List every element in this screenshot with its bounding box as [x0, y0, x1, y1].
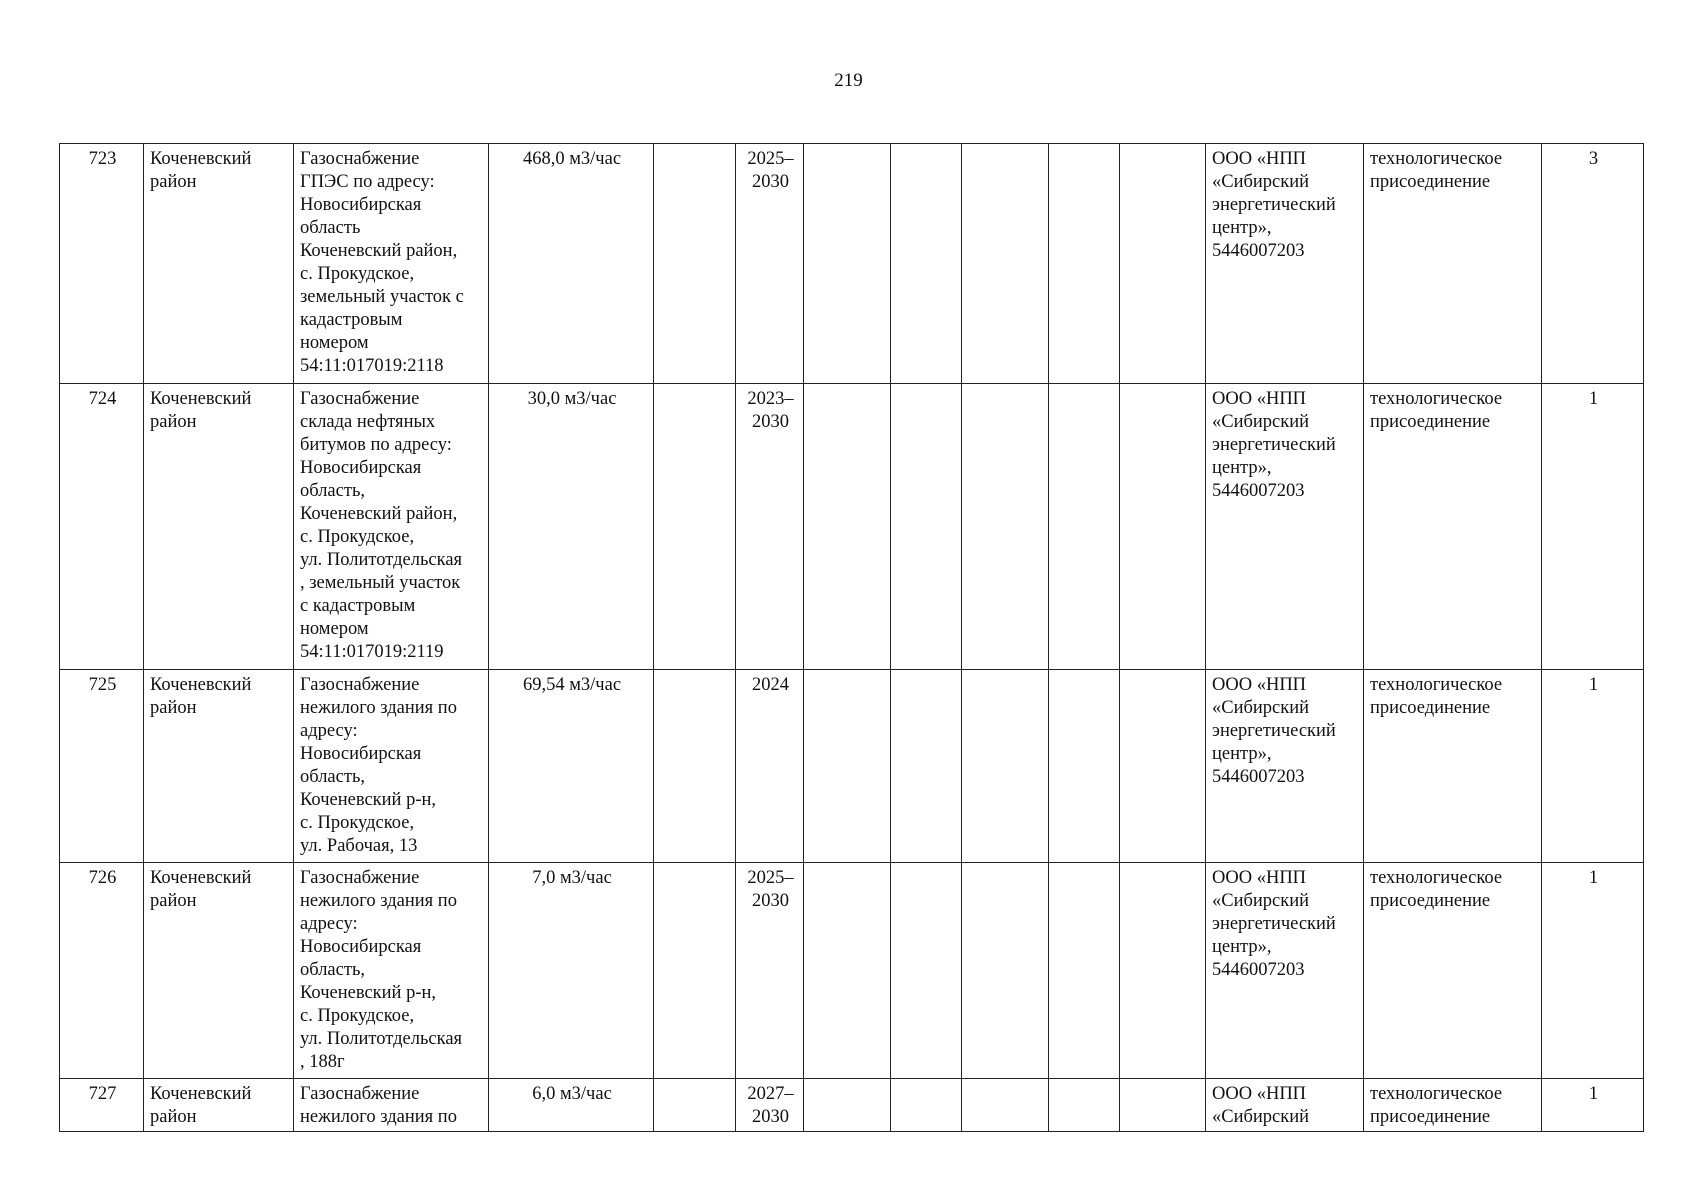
description-cell-line: битумов по адресу: [300, 435, 452, 455]
table-row [60, 670, 1644, 863]
description-cell-line: нежилого здания по [300, 698, 457, 718]
organization-cell-line: «Сибирский [1212, 172, 1310, 192]
description-cell-line: склада нефтяных [300, 412, 436, 432]
organization-cell-line: 5446007203 [1212, 481, 1305, 501]
description-cell-line: область, [300, 767, 366, 787]
description-cell [294, 144, 489, 384]
years-cell [736, 384, 804, 670]
description-cell-line: кадастровым [300, 310, 403, 330]
empty-cell [1049, 670, 1120, 863]
empty-cell [962, 384, 1049, 670]
organization-cell-line: «Сибирский [1212, 412, 1310, 432]
capacity-cell: 6,0 м3/час [489, 1079, 654, 1132]
description-cell-line: 54:11:017019:2119 [300, 642, 444, 662]
organization-cell-line: центр», [1212, 744, 1272, 764]
empty-cell [962, 863, 1049, 1079]
basis-cell-line: технологическое [1370, 389, 1503, 409]
organization-cell-line: ООО «НПП [1212, 675, 1307, 695]
years-cell-line: 2025– [747, 868, 794, 888]
basis-cell-line: присоединение [1370, 891, 1491, 911]
years-cell-line: 2027– [747, 1084, 794, 1104]
empty-cell [962, 1079, 1049, 1132]
district-cell [144, 144, 294, 384]
description-cell-line: с. Прокудское, [300, 264, 415, 284]
years-cell [736, 144, 804, 384]
district-cell-line: район [150, 172, 197, 192]
table-row [60, 863, 1644, 1079]
basis-cell-line: присоединение [1370, 412, 1491, 432]
description-cell-line: ул. Рабочая, 13 [300, 836, 418, 856]
description-cell-line: адресу: [300, 914, 358, 934]
description-cell-line: нежилого здания по [300, 1107, 457, 1127]
organization-cell-line: 5446007203 [1212, 960, 1305, 980]
description-cell-line: ул. Политотдельская [300, 1029, 463, 1049]
organization-cell-line: энергетический [1212, 721, 1336, 741]
district-cell-line: район [150, 891, 197, 911]
years-cell-line: 2030 [752, 172, 789, 192]
years-cell-line: 2030 [752, 412, 789, 432]
row-number: 725 [60, 670, 144, 863]
count-cell: 1 [1542, 863, 1644, 1079]
description-cell-line: Газоснабжение [300, 675, 420, 695]
empty-cell [962, 144, 1049, 384]
description-cell-line: Новосибирская [300, 195, 422, 215]
organization-cell [1206, 144, 1364, 384]
description-cell-line: с. Прокудское, [300, 813, 415, 833]
years-cell [736, 863, 804, 1079]
organization-cell-line: энергетический [1212, 195, 1336, 215]
organization-cell-line: центр», [1212, 218, 1272, 238]
table-row [60, 1079, 1644, 1132]
description-cell-line: Коченевский р-н, [300, 790, 437, 810]
basis-cell [1364, 1079, 1542, 1132]
description-cell-line: адресу: [300, 721, 358, 741]
district-cell-line: район [150, 1107, 197, 1127]
district-cell [144, 1079, 294, 1132]
basis-cell-line: технологическое [1370, 675, 1503, 695]
count-cell: 3 [1542, 144, 1644, 384]
basis-cell [1364, 863, 1542, 1079]
description-cell-line: номером [300, 333, 369, 353]
capacity-cell: 69,54 м3/час [489, 670, 654, 863]
empty-cell [1120, 1079, 1206, 1132]
row-number: 723 [60, 144, 144, 384]
description-cell-line: область, [300, 960, 366, 980]
row-number: 727 [60, 1079, 144, 1132]
organization-cell-line: ООО «НПП [1212, 389, 1307, 409]
district-cell-line: район [150, 698, 197, 718]
description-cell-line: , 188г [300, 1052, 345, 1072]
empty-cell [962, 670, 1049, 863]
row-number: 726 [60, 863, 144, 1079]
years-cell-line: 2025– [747, 149, 794, 169]
district-cell [144, 670, 294, 863]
district-cell [144, 863, 294, 1079]
table-row [60, 144, 1644, 384]
table-row [60, 384, 1644, 670]
organization-cell-line: центр», [1212, 458, 1272, 478]
district-cell [144, 384, 294, 670]
district-cell-line: Коченевский [150, 675, 252, 695]
organization-cell [1206, 1079, 1364, 1132]
empty-cell [891, 144, 962, 384]
organization-cell-line: энергетический [1212, 914, 1336, 934]
years-cell-line: 2030 [752, 1107, 789, 1127]
empty-cell [654, 863, 736, 1079]
description-cell-line: область [300, 218, 361, 238]
empty-cell [1120, 384, 1206, 670]
organization-cell-line: ООО «НПП [1212, 1084, 1307, 1104]
empty-cell [1049, 863, 1120, 1079]
basis-cell-line: присоединение [1370, 1107, 1491, 1127]
description-cell-line: земельный участок с [300, 287, 464, 307]
years-cell [736, 1079, 804, 1132]
district-cell-line: Коченевский [150, 389, 252, 409]
capacity-cell: 30,0 м3/час [489, 384, 654, 670]
empty-cell [891, 863, 962, 1079]
description-cell-line: Газоснабжение [300, 868, 420, 888]
empty-cell [1049, 1079, 1120, 1132]
organization-cell-line: «Сибирский [1212, 891, 1310, 911]
empty-cell [1049, 144, 1120, 384]
page-number: 219 [834, 70, 863, 91]
count-cell: 1 [1542, 384, 1644, 670]
district-cell-line: Коченевский [150, 1084, 252, 1104]
count-cell: 1 [1542, 1079, 1644, 1132]
basis-cell-line: присоединение [1370, 698, 1491, 718]
organization-cell-line: центр», [1212, 937, 1272, 957]
empty-cell [891, 384, 962, 670]
empty-cell [804, 1079, 891, 1132]
basis-cell-line: присоединение [1370, 172, 1491, 192]
description-cell-line: , земельный участок [300, 573, 461, 593]
count-cell: 1 [1542, 670, 1644, 863]
description-cell-line: Коченевский р-н, [300, 983, 437, 1003]
description-cell-line: с. Прокудское, [300, 1006, 415, 1026]
organization-cell [1206, 670, 1364, 863]
description-cell-line: Новосибирская [300, 744, 422, 764]
description-cell-line: Коченевский район, [300, 504, 458, 524]
empty-cell [804, 670, 891, 863]
empty-cell [654, 144, 736, 384]
registry-table [59, 143, 1644, 1132]
registry-body [60, 144, 1644, 1132]
basis-cell-line: технологическое [1370, 868, 1503, 888]
description-cell-line: номером [300, 619, 369, 639]
description-cell-line: ГПЭС по адресу: [300, 172, 435, 192]
empty-cell [804, 384, 891, 670]
empty-cell [891, 670, 962, 863]
organization-cell-line: ООО «НПП [1212, 868, 1307, 888]
years-cell-line: 2024 [752, 675, 789, 695]
organization-cell-line: 5446007203 [1212, 767, 1305, 787]
basis-cell [1364, 384, 1542, 670]
years-cell-line: 2023– [747, 389, 794, 409]
basis-cell-line: технологическое [1370, 149, 1503, 169]
description-cell-line: Газоснабжение [300, 1084, 420, 1104]
district-cell-line: Коченевский [150, 149, 252, 169]
organization-cell-line: «Сибирский [1212, 1107, 1310, 1127]
district-cell-line: район [150, 412, 197, 432]
empty-cell [1120, 863, 1206, 1079]
empty-cell [654, 670, 736, 863]
organization-cell-line: «Сибирский [1212, 698, 1310, 718]
description-cell-line: с кадастровым [300, 596, 416, 616]
years-cell-line: 2030 [752, 891, 789, 911]
empty-cell [804, 144, 891, 384]
basis-cell-line: технологическое [1370, 1084, 1503, 1104]
description-cell-line: нежилого здания по [300, 891, 457, 911]
basis-cell [1364, 670, 1542, 863]
row-number: 724 [60, 384, 144, 670]
empty-cell [804, 863, 891, 1079]
empty-cell [891, 1079, 962, 1132]
description-cell-line: Газоснабжение [300, 149, 420, 169]
empty-cell [1120, 144, 1206, 384]
organization-cell [1206, 384, 1364, 670]
description-cell [294, 384, 489, 670]
empty-cell [654, 384, 736, 670]
description-cell [294, 863, 489, 1079]
empty-cell [654, 1079, 736, 1132]
capacity-cell: 7,0 м3/час [489, 863, 654, 1079]
description-cell-line: Коченевский район, [300, 241, 458, 261]
empty-cell [1049, 384, 1120, 670]
description-cell-line: с. Прокудское, [300, 527, 415, 547]
organization-cell [1206, 863, 1364, 1079]
description-cell [294, 1079, 489, 1132]
description-cell-line: ул. Политотдельская [300, 550, 463, 570]
description-cell-line: область, [300, 481, 366, 501]
description-cell-line: Новосибирская [300, 937, 422, 957]
description-cell-line: Новосибирская [300, 458, 422, 478]
capacity-cell: 468,0 м3/час [489, 144, 654, 384]
organization-cell-line: 5446007203 [1212, 241, 1305, 261]
description-cell-line: Газоснабжение [300, 389, 420, 409]
years-cell [736, 670, 804, 863]
empty-cell [1120, 670, 1206, 863]
description-cell-line: 54:11:017019:2118 [300, 356, 444, 376]
basis-cell [1364, 144, 1542, 384]
description-cell [294, 670, 489, 863]
district-cell-line: Коченевский [150, 868, 252, 888]
organization-cell-line: ООО «НПП [1212, 149, 1307, 169]
organization-cell-line: энергетический [1212, 435, 1336, 455]
